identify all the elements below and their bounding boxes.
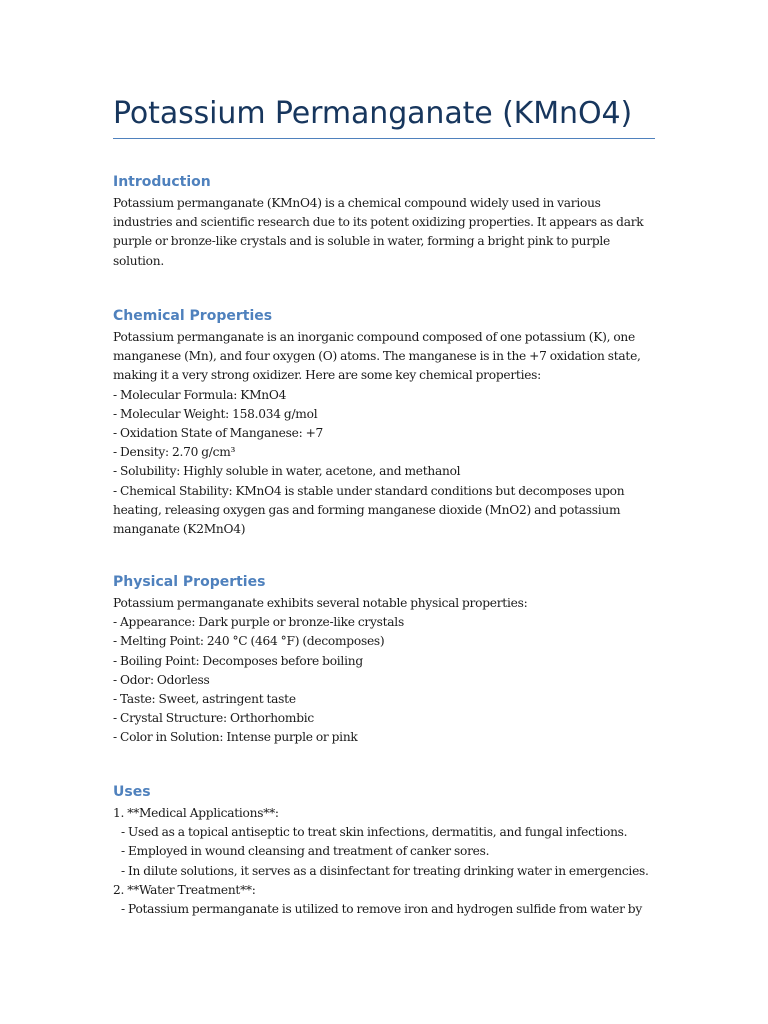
uses-list-subitem: - Potassium permanganate is utilized to remove iron and hydrogen sulfide from water by [121, 902, 642, 917]
physical-properties-intro: Potassium permanganate exhibits several notable physical properties: [113, 596, 528, 610]
chemical-property-item: - Density: 2.70 g/cm³ [113, 445, 236, 460]
chemical-properties-heading: Chemical Properties [113, 308, 273, 324]
uses-list-subitem: - Employed in wound cleansing and treatment of canker sores. [121, 844, 490, 859]
chemical-property-item: - Molecular Weight: 158.034 g/mol [113, 406, 318, 421]
uses-list-item: 1. **Medical Applications**: [113, 806, 279, 820]
physical-property-item: - Color in Solution: Intense purple or pink [113, 730, 358, 745]
chemical-properties-intro: Potassium permanganate is an inorganic compound composed of one potassium (K), one manganese (Mn), and four oxygen (O) atoms. The manganese is in the +7 oxidation state, making it a very strong oxidizer. Here are some key chemical properties: [113, 330, 641, 383]
physical-property-item: - Melting Point: 240 °C (464 °F) (decomposes) [113, 634, 385, 649]
uses-list-subitem: - In dilute solutions, it serves as a disinfectant for treating drinking water in emergencies. [121, 863, 649, 878]
uses-list-subitem: - Used as a topical antiseptic to treat skin infections, dermatitis, and fungal infections. [121, 825, 628, 840]
document-page [113, 92, 655, 917]
physical-properties-section [113, 572, 655, 748]
chemical-property-item: - Oxidation State of Manganese: +7 [113, 426, 324, 441]
introduction-section [113, 172, 655, 271]
chemical-properties-section [113, 306, 655, 539]
physical-property-item: - Boiling Point: Decomposes before boiling [113, 653, 363, 668]
chemical-property-item: - Chemical Stability: KMnO4 is stable under standard conditions but decomposes upon heating, releasing oxygen gas and forming manganese dioxide (MnO2) and potassium manganate (K2MnO4) [113, 483, 625, 537]
uses-list-item: 2. **Water Treatment**: [113, 882, 256, 897]
physical-property-item: - Odor: Odorless [113, 672, 210, 687]
physical-properties-heading: Physical Properties [113, 574, 266, 590]
physical-property-item: - Crystal Structure: Orthorhombic [113, 711, 314, 726]
introduction-text: Potassium permanganate (KMnO4) is a chemical compound widely used in various industries and scientific research due to its potent oxidizing properties. It appears as dark purple or bronze-like crystals and is soluble in water, forming a bright pink to purple solution. [113, 196, 644, 268]
uses-section [113, 782, 655, 919]
chemical-property-item: - Molecular Formula: KMnO4 [113, 387, 287, 402]
physical-property-item: - Taste: Sweet, astringent taste [113, 692, 296, 707]
uses-heading: Uses [113, 784, 151, 800]
physical-property-item: - Appearance: Dark purple or bronze-like crystals [113, 615, 404, 630]
title-underline [113, 138, 655, 139]
chemical-property-item: - Solubility: Highly soluble in water, acetone, and methanol [113, 464, 461, 479]
document-title: Potassium Permanganate (KMnO4) [113, 96, 633, 131]
introduction-heading: Introduction [113, 174, 211, 190]
